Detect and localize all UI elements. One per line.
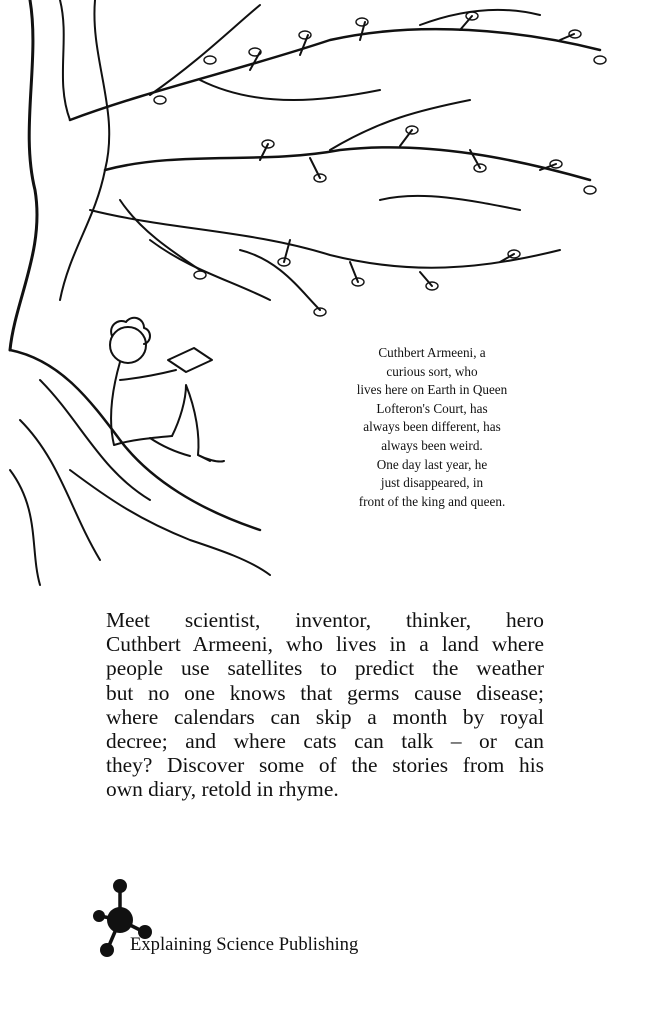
blurb-line: decree; and where cats can talk – or can [106, 729, 544, 754]
poem-line: Lofteron's Court, has [376, 400, 488, 416]
publisher-name: Explaining Science Publishing [130, 934, 359, 955]
blurb-line: Meet scientist, inventor, thinker, hero [106, 608, 544, 632]
poem-line: lives here on Earth in Queen [356, 382, 508, 398]
book-blurb [106, 608, 544, 802]
blurb-line: where calendars can skip a month by royal [106, 704, 544, 729]
blurb-line: own diary, retold in rhyme. [106, 777, 339, 802]
blurb-line: people use satellites to predict the weather [106, 656, 544, 681]
poem-line: One day last year, he [376, 456, 488, 472]
poem-line: always been weird. [381, 437, 483, 453]
poem-line: curious sort, who [386, 363, 478, 379]
poem-line: just disappeared, in [380, 475, 484, 491]
blurb-line: Cuthbert Armeeni, who lives in a land where [106, 632, 544, 657]
blurb-line: they? Discover some of the stories from his [106, 753, 544, 778]
poem-line: always been different, has [363, 419, 501, 435]
poem-line: front of the king and queen. [358, 493, 506, 509]
poem-line: Cuthbert Armeeni, a [378, 345, 486, 360]
blurb-line: but no one knows that germs cause disease; [106, 680, 544, 705]
poem-caption [322, 344, 542, 511]
